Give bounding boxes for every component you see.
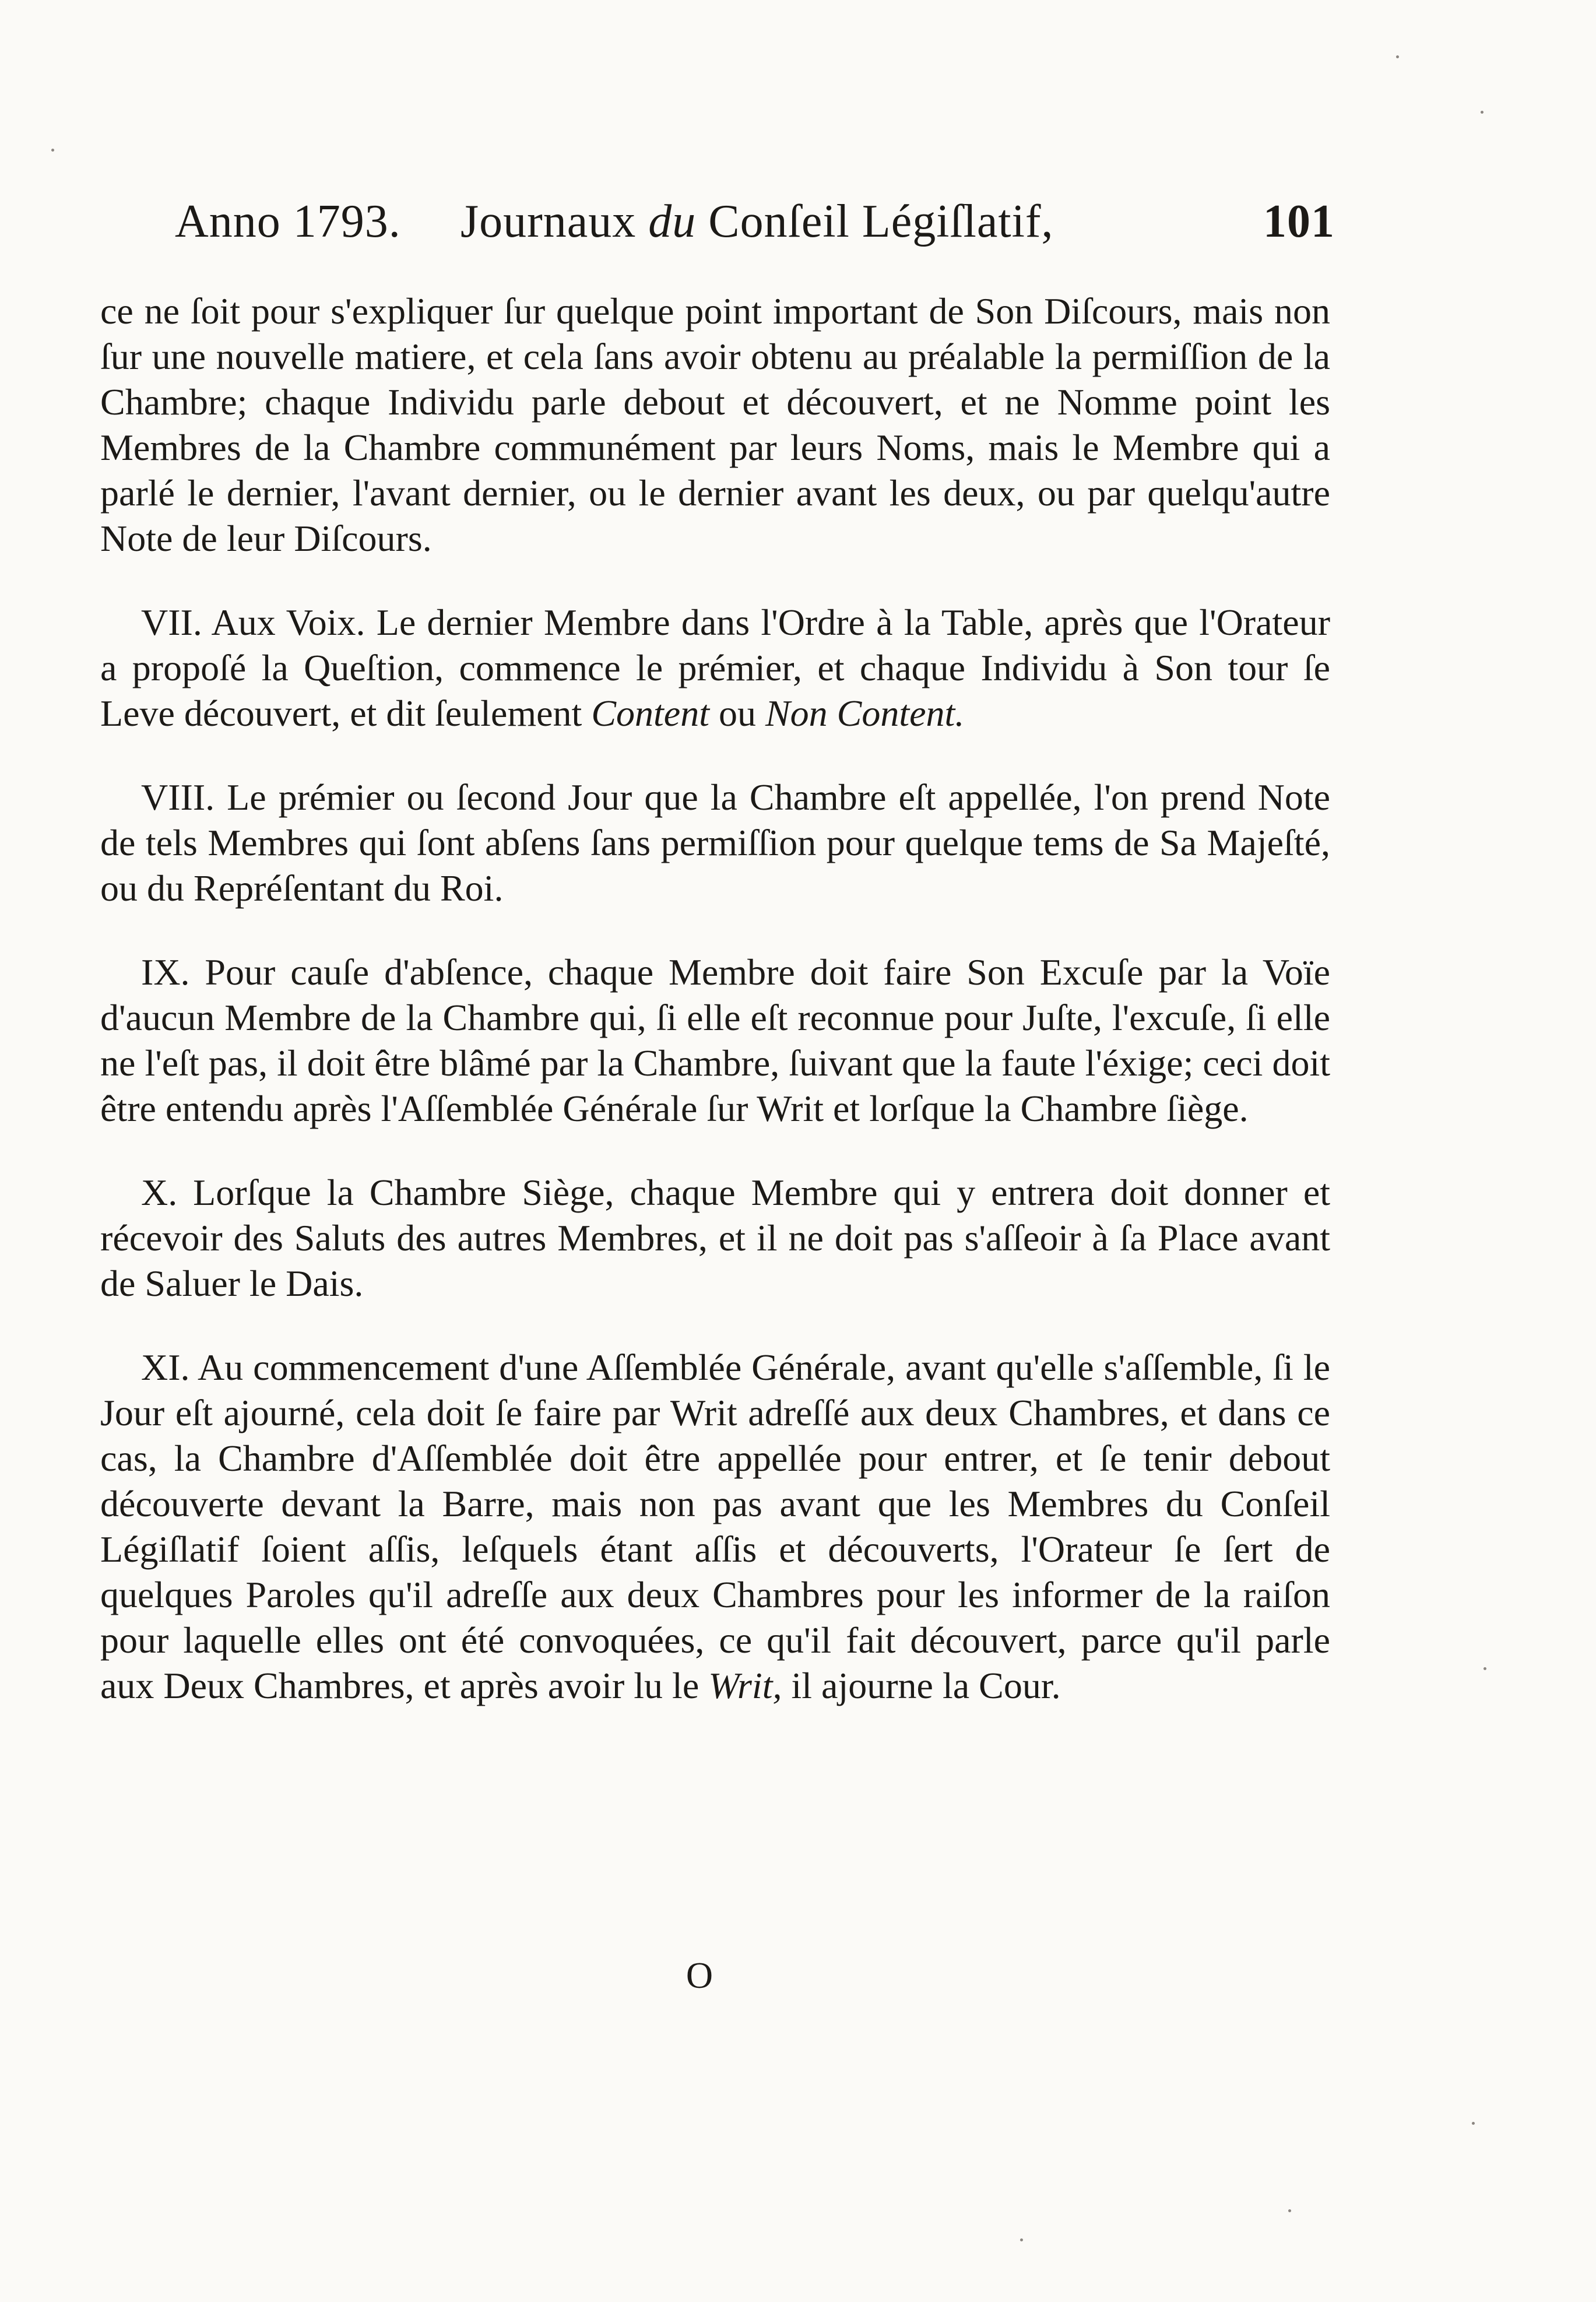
paragraph-gap [100, 561, 1330, 600]
paragraph-gap [100, 1131, 1330, 1170]
paragraph-vii-italic-non-content: Non Content. [765, 693, 965, 734]
paragraph-xi-text: XI. Au commencement d'une Aſſemblée Générale, avant qu'elle s'aſſemble, ſi le Jour eſt ajourné, cela doit ſe faire par Writ adreſſé aux deux Chambres, et dans ce cas, la Chambre d'Aſſemblée doit être appellée pour entrer, et ſe tenir debout découverte devant la Barre, mais non pas avant que les Membres du Conſeil Légiſlatif ſoient aſſis, leſquels étant aſſis et découverts, l'Orateur ſe ſert de quelques Paroles qu'il adreſſe aux deux Chambres pour les informer de la raiſon pour laquelle elles ont été convoquées, ce qu'il fait découvert, parce qu'il parle aux Deux Chambres, et après avoir lu le [100, 1347, 1330, 1706]
paragraph-gap [100, 911, 1330, 950]
signature-mark: O [685, 1955, 713, 1996]
header-title-part1: Journaux [460, 196, 649, 247]
paper-speck [1472, 2122, 1475, 2125]
header-year: Anno 1793. [175, 196, 401, 247]
paper-speck [1020, 2238, 1023, 2241]
paragraph-xi [100, 1345, 1330, 1709]
paragraph-vii-italic-content: Content [591, 693, 709, 734]
paragraph-x: X. Lorſque la Chambre Siège, chaque Membre qui y entrera doit donner et récevoir des Saluts des autres Membres, et il ne doit pas s'aſſeoir à ſa Place avant de Saluer le Dais. [100, 1172, 1330, 1304]
paragraph-continued: ce ne ſoit pour s'expliquer ſur quelque point important de Son Diſcours, mais non ſur une nouvelle matiere, et cela ſans avoir obtenu au préalable la permiſſion de la Chambre; chaque Individu parle debout et découvert, et ne Nomme point les Membres de la Chambre communément par leurs Noms, mais le Membre qui a parlé le dernier, l'avant dernier, ou le dernier avant les deux, ou par quelqu'autre Note de leur Diſcours. [100, 290, 1330, 559]
paragraph-xi-end: il ajourne la Cour. [782, 1665, 1061, 1706]
body-text [100, 289, 1330, 1709]
paragraph-gap [100, 736, 1330, 775]
paragraph-gap [100, 1306, 1330, 1345]
paragraph-viii: VIII. Le prémier ou ſecond Jour que la Chambre eſt appellée, l'on prend Note de tels Membres qui ſont abſens ſans permiſſion pour quelque tems de Sa Majeſté, ou du Repréſentant du Roi. [100, 776, 1330, 909]
paragraph-xi-italic-writ: Writ, [708, 1665, 782, 1706]
running-head [175, 187, 1335, 256]
paragraph-vii [100, 600, 1330, 736]
paper-speck [1483, 1667, 1486, 1670]
page-number: 101 [1263, 196, 1335, 247]
paragraph-vii-ou: ou [709, 693, 765, 734]
paper-speck [1396, 55, 1399, 58]
paper-speck [51, 149, 54, 152]
paragraph-ix: IX. Pour cauſe d'abſence, chaque Membre doit faire Son Excuſe par la Voïe d'aucun Membre de la Chambre qui, ſi elle eſt reconnue pour Juſte, l'excuſe, ſi elle ne l'eſt pas, il doit être blâmé par la Chambre, ſuivant que la faute l'éxige; ceci doit être entendu après l'Aſſemblée Générale ſur Writ et lorſque la Chambre ſiège. [100, 951, 1330, 1129]
paper-speck [1481, 111, 1483, 114]
header-title [460, 187, 1053, 256]
header-title-italic: du [648, 196, 697, 247]
paper-speck [1288, 2209, 1291, 2212]
header-title-part2: Conſeil Légiſlatif, [696, 196, 1054, 247]
paragraph-vii-text: VII. Aux Voix. Le dernier Membre dans l'Ordre à la Table, après que l'Orateur a propoſé la Queſtion, commence le prémier, et chaque Individu à Son tour ſe Leve découvert, et dit ſeulement [100, 602, 1330, 734]
